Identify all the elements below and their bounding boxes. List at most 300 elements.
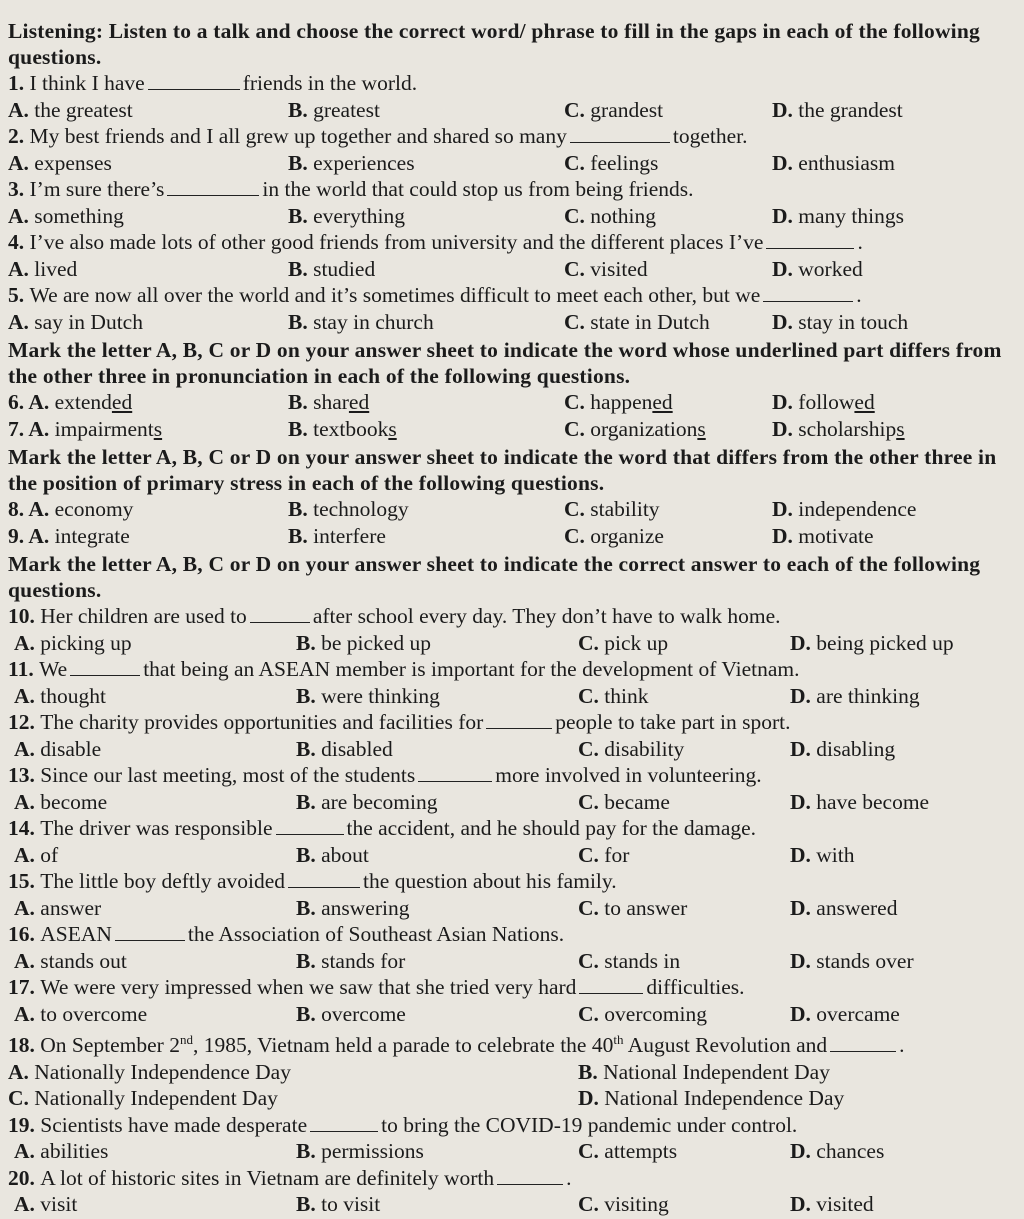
option-text: with [816, 842, 855, 867]
option-text: the grandest [798, 97, 903, 122]
option-text: overcome [321, 1001, 406, 1026]
answer-blank[interactable] [497, 1166, 563, 1185]
option-letter: B. [288, 390, 314, 414]
option-text: about [321, 842, 369, 867]
option-a[interactable] [8, 97, 133, 124]
option-letter: C. [578, 683, 605, 708]
answer-options [8, 1191, 1014, 1218]
option-text: of [40, 842, 59, 867]
stem-text: together. [672, 124, 748, 148]
option-c[interactable] [8, 1085, 278, 1112]
option-letter: D. [772, 390, 799, 414]
option-d[interactable] [772, 256, 863, 283]
option-letter: B. [296, 630, 322, 655]
option-c[interactable] [578, 948, 680, 975]
option-text: nothing [590, 203, 656, 228]
option-c[interactable] [578, 630, 668, 657]
option-letter: D. [790, 948, 817, 973]
option-text: to visit [321, 1192, 381, 1217]
option-text: are becoming [321, 789, 438, 814]
option-a[interactable] [14, 1001, 147, 1028]
answer-options [8, 97, 1014, 124]
stem-text: , 1985, Vietnam held a parade to celebrate the 40 [192, 1033, 614, 1058]
option-a[interactable] [8, 389, 132, 416]
option-d[interactable] [790, 1138, 884, 1165]
underlined-part: ed [652, 390, 673, 414]
stem-text: I think I have [29, 71, 145, 95]
question-stem [8, 603, 1014, 630]
option-text: organization [590, 416, 698, 441]
option-b[interactable] [288, 496, 409, 523]
question-number: 16. [8, 922, 41, 946]
option-text: expenses [34, 150, 112, 175]
option-d[interactable] [772, 389, 875, 416]
option-c[interactable] [578, 1001, 707, 1028]
option-letter: C. [578, 1001, 605, 1026]
answer-options [8, 523, 1014, 550]
option-text: stands for [321, 948, 406, 973]
option-text: greatest [313, 97, 380, 122]
question-number: 8. [8, 497, 29, 521]
stem-text: . [899, 1033, 905, 1058]
option-letter: D. [772, 309, 799, 334]
option-text: disable [40, 736, 102, 761]
instruction-stress: Mark the letter A, B, C or D on your answer sheet to indicate the word that differs from the other three in the position of primary stress in each of the following questions. [8, 445, 997, 495]
option-letter: A. [8, 203, 35, 228]
question-stem [8, 1112, 1014, 1139]
option-letter: D. [790, 736, 817, 761]
option-letter: C. [564, 203, 591, 228]
option-b[interactable] [296, 895, 409, 922]
option-text: are thinking [816, 683, 920, 708]
answer-blank[interactable] [167, 177, 259, 196]
option-letter: D. [578, 1086, 605, 1111]
option-letter: D. [772, 497, 799, 521]
option-a[interactable] [14, 1191, 77, 1218]
option-d[interactable] [790, 1191, 874, 1218]
option-letter: D. [790, 630, 817, 655]
answer-options [8, 1138, 1014, 1165]
option-d[interactable] [790, 948, 914, 975]
option-text: visiting [604, 1192, 669, 1217]
option-text: being picked up [816, 630, 954, 655]
question-number: 7. [8, 416, 29, 441]
option-text: scholarship [798, 416, 897, 441]
option-text: feelings [590, 150, 659, 175]
option-letter: D. [790, 1139, 817, 1164]
option-d[interactable] [790, 895, 897, 922]
option-letter: A. [8, 97, 35, 122]
option-letter: A. [28, 523, 55, 548]
option-c[interactable] [564, 416, 706, 443]
option-letter: B. [296, 842, 322, 867]
option-letter: B. [288, 150, 314, 175]
option-letter: D. [790, 1001, 817, 1026]
option-letter: C. [578, 789, 605, 814]
option-letter: A. [8, 1059, 35, 1084]
option-d[interactable] [790, 1001, 900, 1028]
option-d[interactable] [772, 416, 905, 443]
stem-text: My best friends and I all grew up together and shared so many [29, 124, 567, 148]
underlined-part: s [896, 416, 905, 441]
question-number: 3. [8, 177, 30, 201]
option-b[interactable] [288, 389, 369, 416]
option-b[interactable] [288, 97, 380, 124]
stem-text: more involved in volunteering. [495, 763, 762, 787]
answer-options [8, 895, 1014, 922]
option-letter: C. [578, 1139, 605, 1164]
option-letter: B. [288, 203, 314, 228]
answer-blank[interactable] [486, 710, 552, 729]
ordinal-suffix: nd [179, 1032, 193, 1047]
option-letter: D. [772, 150, 799, 175]
option-letter: B. [288, 97, 314, 122]
answer-blank[interactable] [570, 124, 670, 143]
stem-text: the question about his family. [363, 869, 617, 893]
answer-options-row [8, 1085, 1014, 1112]
option-c[interactable] [564, 150, 658, 177]
option-a[interactable] [14, 895, 101, 922]
option-letter: A. [14, 948, 41, 973]
option-d[interactable] [790, 789, 929, 816]
answer-options [8, 309, 1014, 336]
option-letter: C. [578, 1192, 605, 1217]
answer-blank[interactable] [310, 1113, 378, 1132]
option-text: organize [590, 523, 664, 548]
option-c[interactable] [578, 736, 684, 763]
option-letter: B. [296, 948, 322, 973]
stem-text: A lot of historic sites in Vietnam are definitely worth [40, 1165, 495, 1190]
option-a[interactable] [14, 630, 132, 657]
option-c[interactable] [564, 389, 673, 416]
option-b[interactable] [296, 736, 393, 763]
option-text: were thinking [321, 683, 440, 708]
option-letter: C. [564, 497, 591, 521]
answer-blank[interactable] [70, 657, 140, 676]
option-text: became [604, 789, 670, 814]
stem-text: I’m sure there’s [29, 177, 165, 201]
option-a[interactable] [8, 203, 124, 230]
underlined-part: s [697, 416, 706, 441]
option-text: stands over [816, 948, 914, 973]
option-text: stay in touch [798, 309, 909, 334]
option-text: to overcome [40, 1001, 148, 1026]
option-text: textbook [313, 416, 389, 441]
option-a[interactable] [14, 948, 127, 975]
stem-text: The little boy deftly avoided [40, 869, 286, 893]
option-letter: C. [578, 736, 605, 761]
option-text: for [604, 842, 630, 867]
option-letter: D. [790, 683, 817, 708]
underlined-part: ed [854, 390, 875, 414]
question-stem [8, 709, 1014, 736]
option-a[interactable] [14, 736, 101, 763]
answer-blank[interactable] [763, 283, 853, 302]
stem-text: We [39, 657, 68, 681]
option-letter: A. [14, 1139, 41, 1164]
answer-options [8, 948, 1014, 975]
option-text: everything [313, 203, 406, 228]
option-letter: B. [288, 497, 314, 521]
option-letter: A. [14, 736, 41, 761]
option-c[interactable] [578, 842, 629, 869]
answer-blank[interactable] [579, 975, 643, 994]
option-letter: A. [8, 309, 35, 334]
option-text: worked [798, 256, 863, 281]
option-b[interactable] [578, 1059, 830, 1086]
option-b[interactable] [288, 523, 386, 550]
answer-options [8, 683, 1014, 710]
option-text: abilities [40, 1139, 109, 1164]
option-letter: A. [28, 497, 55, 521]
option-c[interactable] [564, 203, 656, 230]
stem-text: We were very impressed when we saw that she tried very hard [40, 975, 577, 999]
option-text: follow [798, 390, 855, 414]
option-text: say in Dutch [34, 309, 143, 334]
option-text: National Independence Day [604, 1086, 845, 1111]
option-letter: A. [8, 150, 35, 175]
option-letter: C. [578, 842, 605, 867]
question-number: 18. [8, 1033, 41, 1058]
answer-options-row [8, 1059, 1014, 1086]
option-text: shar [313, 390, 349, 414]
question-number: 13. [8, 763, 41, 787]
question-number: 15. [8, 869, 41, 893]
stem-text: . [857, 230, 863, 254]
option-b[interactable] [296, 948, 405, 975]
instruction-pronunciation: Mark the letter A, B, C or D on your answer sheet to indicate the word whose underlined part differs from the other three in pronunciation in each of the following questions. [8, 338, 1002, 388]
option-c[interactable] [564, 309, 710, 336]
option-a[interactable] [8, 309, 143, 336]
question-number: 12. [8, 710, 41, 734]
option-b[interactable] [296, 789, 438, 816]
option-letter: A. [14, 683, 41, 708]
option-letter: A. [28, 390, 55, 414]
answer-blank[interactable] [830, 1033, 896, 1052]
question-number: 19. [8, 1112, 41, 1137]
option-text: overcoming [604, 1001, 707, 1026]
option-letter: B. [288, 256, 314, 281]
option-letter: C. [564, 309, 591, 334]
answer-options [8, 203, 1014, 230]
answer-options [8, 789, 1014, 816]
option-b[interactable] [288, 416, 397, 443]
option-text: Nationally Independent Day [34, 1086, 278, 1111]
question-number: 20. [8, 1165, 41, 1190]
answer-blank[interactable] [115, 922, 185, 941]
answer-blank[interactable] [250, 604, 310, 623]
ordinal-suffix: th [613, 1032, 624, 1047]
stem-text: the Association of Southeast Asian Nations. [187, 922, 565, 946]
option-d[interactable] [772, 203, 904, 230]
option-text: enthusiasm [798, 150, 896, 175]
option-letter: D. [772, 523, 799, 548]
option-c[interactable] [564, 256, 648, 283]
option-letter: C. [564, 523, 591, 548]
option-text: happen [590, 390, 653, 414]
option-letter: D. [790, 789, 817, 814]
option-b[interactable] [296, 1138, 424, 1165]
option-text: disabled [321, 736, 393, 761]
instruction-grammar: Mark the letter A, B, C or D on your answer sheet to indicate the correct answer to each of the following questions. [8, 552, 981, 602]
option-d[interactable] [790, 736, 895, 763]
option-b[interactable] [296, 683, 440, 710]
option-letter: B. [296, 789, 322, 814]
answer-blank[interactable] [148, 71, 240, 90]
stem-text: friends in the world. [242, 71, 418, 95]
option-a[interactable] [14, 789, 107, 816]
option-c[interactable] [578, 789, 670, 816]
stem-text: The driver was responsible [40, 816, 273, 840]
option-a[interactable] [8, 416, 162, 443]
option-a[interactable] [8, 523, 130, 550]
option-a[interactable] [8, 1059, 291, 1086]
question-number: 2. [8, 124, 30, 148]
stem-text: ASEAN [40, 922, 112, 946]
option-b[interactable] [288, 150, 415, 177]
option-text: have become [816, 789, 930, 814]
option-d[interactable] [790, 683, 920, 710]
stem-text: . [856, 283, 862, 307]
option-d[interactable] [772, 150, 895, 177]
option-c[interactable] [578, 895, 687, 922]
answer-blank[interactable] [288, 869, 360, 888]
option-c[interactable] [564, 496, 660, 523]
option-text: technology [313, 497, 409, 521]
option-letter: A. [14, 842, 41, 867]
answer-options [8, 496, 1014, 523]
question-number: 9. [8, 523, 29, 548]
option-b[interactable] [296, 842, 369, 869]
option-letter: A. [8, 256, 35, 281]
question-stem [8, 1165, 1014, 1192]
option-text: studied [313, 256, 376, 281]
option-d[interactable] [772, 97, 903, 124]
option-letter: A. [14, 1192, 41, 1217]
option-text: answer [40, 895, 102, 920]
option-a[interactable] [8, 150, 112, 177]
question-stem [8, 868, 1014, 895]
option-text: to answer [604, 895, 688, 920]
option-letter: D. [772, 203, 799, 228]
underlined-part: ed [348, 390, 370, 414]
option-b[interactable] [296, 1001, 406, 1028]
option-d[interactable] [772, 523, 874, 550]
option-letter: A. [28, 416, 55, 441]
option-d[interactable] [790, 630, 954, 657]
option-letter: D. [772, 97, 799, 122]
question-stem [8, 229, 1014, 256]
question-number: 4. [8, 230, 30, 254]
option-text: National Independent Day [603, 1059, 830, 1084]
option-text: extend [54, 390, 112, 414]
option-text: lived [34, 256, 78, 281]
option-text: attempts [604, 1139, 678, 1164]
question-number: 6. [8, 390, 29, 414]
option-letter: B. [296, 895, 322, 920]
option-letter: C. [564, 416, 591, 441]
question-stem [8, 70, 1014, 97]
stem-text: to bring the COVID-19 pandemic under control. [381, 1112, 798, 1137]
option-c[interactable] [564, 97, 663, 124]
answer-blank[interactable] [276, 816, 344, 835]
option-a[interactable] [14, 842, 58, 869]
question-number: 1. [8, 71, 30, 95]
answer-options [8, 842, 1014, 869]
option-b[interactable] [288, 309, 434, 336]
stem-text: I’ve also made lots of other good friends from university and the different places I’ve [29, 230, 764, 254]
question-stem [8, 815, 1014, 842]
option-text: the greatest [34, 97, 133, 122]
option-letter: B. [288, 309, 314, 334]
stem-text: Scientists have made desperate [40, 1112, 308, 1137]
answer-blank[interactable] [418, 763, 492, 782]
option-text: think [604, 683, 649, 708]
option-text: visit [40, 1192, 78, 1217]
option-letter: B. [296, 1139, 322, 1164]
answer-options [8, 150, 1014, 177]
answer-options [8, 416, 1014, 443]
option-text: pick up [604, 630, 669, 655]
question-number: 17. [8, 975, 41, 999]
question-stem [8, 974, 1014, 1001]
stem-text: difficulties. [646, 975, 745, 999]
stem-text: Her children are used to [40, 604, 247, 628]
option-letter: B. [288, 523, 314, 548]
option-a[interactable] [14, 1138, 108, 1165]
option-d[interactable] [772, 496, 916, 523]
stem-text: people to take part in sport. [555, 710, 791, 734]
option-d[interactable] [790, 842, 855, 869]
question-stem [8, 1027, 1014, 1059]
option-b[interactable] [288, 256, 375, 283]
stem-text: . [566, 1165, 572, 1190]
option-b[interactable] [288, 203, 405, 230]
option-a[interactable] [8, 256, 77, 283]
option-text: visited [590, 256, 648, 281]
answer-blank[interactable] [766, 230, 854, 249]
option-text: disability [604, 736, 685, 761]
option-a[interactable] [14, 683, 106, 710]
option-text: many things [798, 203, 904, 228]
option-letter: C. [564, 97, 591, 122]
option-text: interfere [313, 523, 386, 548]
option-c[interactable] [578, 683, 648, 710]
option-letter: D. [790, 842, 817, 867]
option-text: be picked up [321, 630, 431, 655]
option-text: stands out [40, 948, 127, 973]
option-d[interactable] [578, 1085, 844, 1112]
option-b[interactable] [296, 630, 431, 657]
option-text: answering [321, 895, 410, 920]
answer-options [8, 1001, 1014, 1028]
question-number: 14. [8, 816, 41, 840]
option-text: become [40, 789, 108, 814]
stem-text: that being an ASEAN member is important for the development of Vietnam. [143, 657, 800, 681]
option-b[interactable] [296, 1191, 380, 1218]
option-c[interactable] [578, 1191, 669, 1218]
question-number: 10. [8, 604, 41, 628]
option-text: impairment [54, 416, 154, 441]
option-letter: D. [790, 895, 817, 920]
option-c[interactable] [564, 523, 664, 550]
option-letter: D. [772, 256, 799, 281]
option-c[interactable] [578, 1138, 677, 1165]
option-letter: C. [564, 256, 591, 281]
option-d[interactable] [772, 309, 908, 336]
option-a[interactable] [8, 496, 133, 523]
option-text: Nationally Independence Day [34, 1059, 291, 1084]
